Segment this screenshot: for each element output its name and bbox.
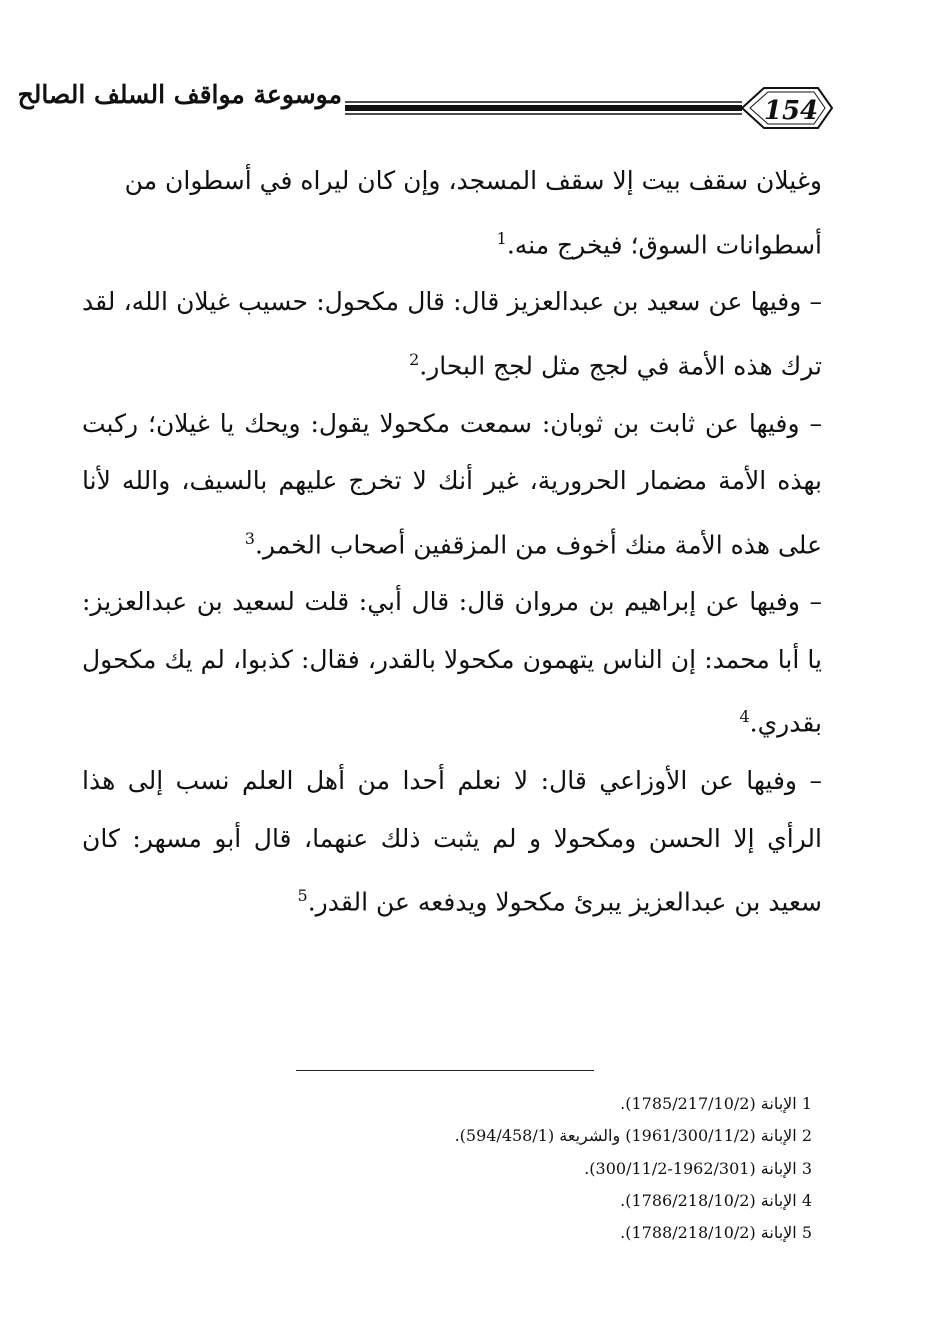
paragraph-5	[82, 752, 822, 931]
paragraph-4	[82, 573, 822, 752]
p1-line1: وغيلان سقف بيت إلا سقف المسجد، وإن كان ليراه في أسطوان من	[124, 166, 822, 195]
paragraph-1	[82, 152, 822, 273]
footnote-separator	[296, 1070, 594, 1071]
footnote-3: 3 الإبانة (1962/301-300/11/2).	[584, 1158, 812, 1178]
paragraph-2	[82, 273, 822, 394]
p3-text: – وفيها عن ثابت بن ثوبان: سمعت مكحولا يقول: ويحك يا غيلان؛ ركبت بهذه الأمة مضمار الحرورية، غير أنك لا تخرج عليهم بالسيف، والله لأنا على هذه الأمة منك أخوف من المزقفين أصحاب الخمر.	[82, 408, 822, 559]
p1-line2: أسطوانات السوق؛ فيخرج منه.	[506, 229, 822, 259]
footnote-ref-5: 5	[297, 886, 308, 906]
p4-text: – وفيها عن إبراهيم بن مروان قال: قال أبي: قلت لسعيد بن عبدالعزيز: يا أبا محمد: إن الناس يتهمون مكحولا بالقدر، فقال: كذبوا، لم يك مكحول بقدري.	[82, 587, 822, 738]
p2-text: – وفيها عن سعيد بن عبدالعزيز قال: قال مكحول: حسيب غيلان الله، لقد ترك هذه الأمة في لجج مثل لجج البحار.	[82, 287, 822, 381]
p5-text: – وفيها عن الأوزاعي قال: لا نعلم أحدا من أهل العلم نسب إلى هذا الرأي إلا الحسن ومكحولا و لم يثبت ذلك عنهما، قال أبو مسهر: كان سعيد بن عبدالعزيز يبرئ مكحولا ويدفعه عن القدر.	[82, 766, 822, 917]
body-text	[82, 152, 822, 931]
footnote-ref-2: 2	[409, 349, 420, 369]
footnote-ref-1: 1	[496, 228, 507, 248]
footnote-2: 2 الإبانة (1961/300/11/2) والشريعة (594/458/1).	[454, 1126, 812, 1146]
paragraph-3	[82, 395, 822, 574]
header-rule-thick	[345, 105, 742, 111]
footnote-5: 5 الإبانة (1788/218/10/2).	[620, 1223, 812, 1243]
footnote-ref-3: 3	[244, 528, 255, 548]
page-number: 154	[763, 96, 819, 126]
footnotes	[300, 1088, 812, 1249]
series-title: موسوعة مواقف السلف الصالح	[17, 80, 342, 109]
footnote-ref-4: 4	[739, 707, 750, 727]
footnote-4: 4 الإبانة (1786/218/10/2).	[620, 1190, 812, 1210]
footnote-1: 1 الإبانة (1785/217/10/2).	[620, 1094, 812, 1113]
